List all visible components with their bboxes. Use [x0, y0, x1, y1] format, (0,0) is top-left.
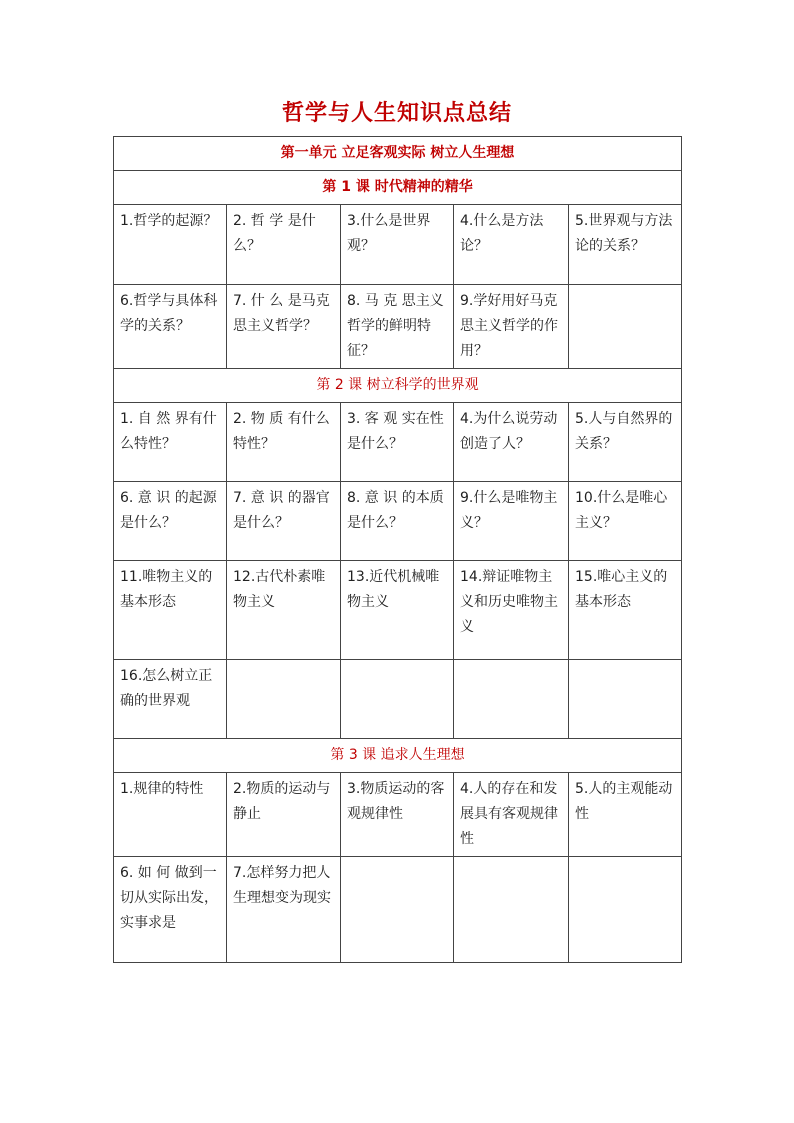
question-cell: 14.辩证唯物主义和历史唯物主义	[454, 561, 569, 660]
question-cell: 6. 意 识 的起源是什么？	[114, 482, 227, 561]
unit-title: 第一单元 立足客观实际 树立人生理想	[114, 137, 682, 171]
question-cell: 5.人与自然界的关系？	[569, 403, 682, 482]
question-cell: 7. 意 识 的器官是什么？	[227, 482, 341, 561]
question-row	[114, 660, 682, 739]
question-cell: 4.为什么说劳动创造了人？	[454, 403, 569, 482]
empty-cell	[341, 660, 454, 739]
question-row	[114, 403, 682, 482]
question-row	[114, 205, 682, 285]
lesson-header-row	[114, 369, 682, 403]
question-cell: 2.物质的运动与静止	[227, 773, 341, 857]
question-cell: 5.世界观与方法论的关系？	[569, 205, 682, 285]
question-cell: 12.古代朴素唯物主义	[227, 561, 341, 660]
question-cell: 6.哲学与具体科学的关系？	[114, 285, 227, 369]
unit-row	[114, 137, 682, 171]
summary-table	[113, 136, 682, 963]
empty-cell	[454, 660, 569, 739]
question-cell: 8. 马 克 思主义哲学的鲜明特征？	[341, 285, 454, 369]
lesson-header-row	[114, 171, 682, 205]
empty-cell	[569, 857, 682, 963]
question-cell: 13.近代机械唯物主义	[341, 561, 454, 660]
empty-cell	[454, 857, 569, 963]
question-cell: 1. 自 然 界有什么特性？	[114, 403, 227, 482]
question-cell: 6. 如 何 做到一切从实际出发，实事求是	[114, 857, 227, 963]
lesson-title: 第 2 课 树立科学的世界观	[114, 369, 682, 403]
page-title: 哲学与人生知识点总结	[281, 100, 512, 126]
question-cell: 1.规律的特性	[114, 773, 227, 857]
question-cell: 7.怎样努力把人生理想变为现实	[227, 857, 341, 963]
question-cell: 7. 什 么 是马克思主义哲学？	[227, 285, 341, 369]
question-row	[114, 285, 682, 369]
question-cell: 3.什么是世界观？	[341, 205, 454, 285]
question-cell: 4.什么是方法论？	[454, 205, 569, 285]
question-cell: 9.学好用好马克思主义哲学的作用？	[454, 285, 569, 369]
question-cell: 5.人的主观能动性	[569, 773, 682, 857]
question-cell: 10.什么是唯心主义？	[569, 482, 682, 561]
question-row	[114, 857, 682, 963]
question-cell: 2. 哲 学 是什么？	[227, 205, 341, 285]
question-cell: 11.唯物主义的基本形态	[114, 561, 227, 660]
question-cell: 8. 意 识 的本质是什么？	[341, 482, 454, 561]
question-cell: 2. 物 质 有什么特性？	[227, 403, 341, 482]
lesson-title: 第 1 课 时代精神的精华	[114, 171, 682, 205]
question-row	[114, 482, 682, 561]
empty-cell	[341, 857, 454, 963]
question-cell: 3.物质运动的客观规律性	[341, 773, 454, 857]
question-cell: 9.什么是唯物主义？	[454, 482, 569, 561]
empty-cell	[569, 285, 682, 369]
question-row	[114, 773, 682, 857]
question-cell: 3. 客 观 实在性是什么？	[341, 403, 454, 482]
lesson-title: 第 3 课 追求人生理想	[114, 739, 682, 773]
lesson-header-row	[114, 739, 682, 773]
empty-cell	[569, 660, 682, 739]
empty-cell	[227, 660, 341, 739]
question-cell: 15.唯心主义的基本形态	[569, 561, 682, 660]
question-cell: 16.怎么树立正确的世界观	[114, 660, 227, 739]
question-cell: 1.哲学的起源？	[114, 205, 227, 285]
question-row	[114, 561, 682, 660]
question-cell: 4.人的存在和发展具有客观规律性	[454, 773, 569, 857]
